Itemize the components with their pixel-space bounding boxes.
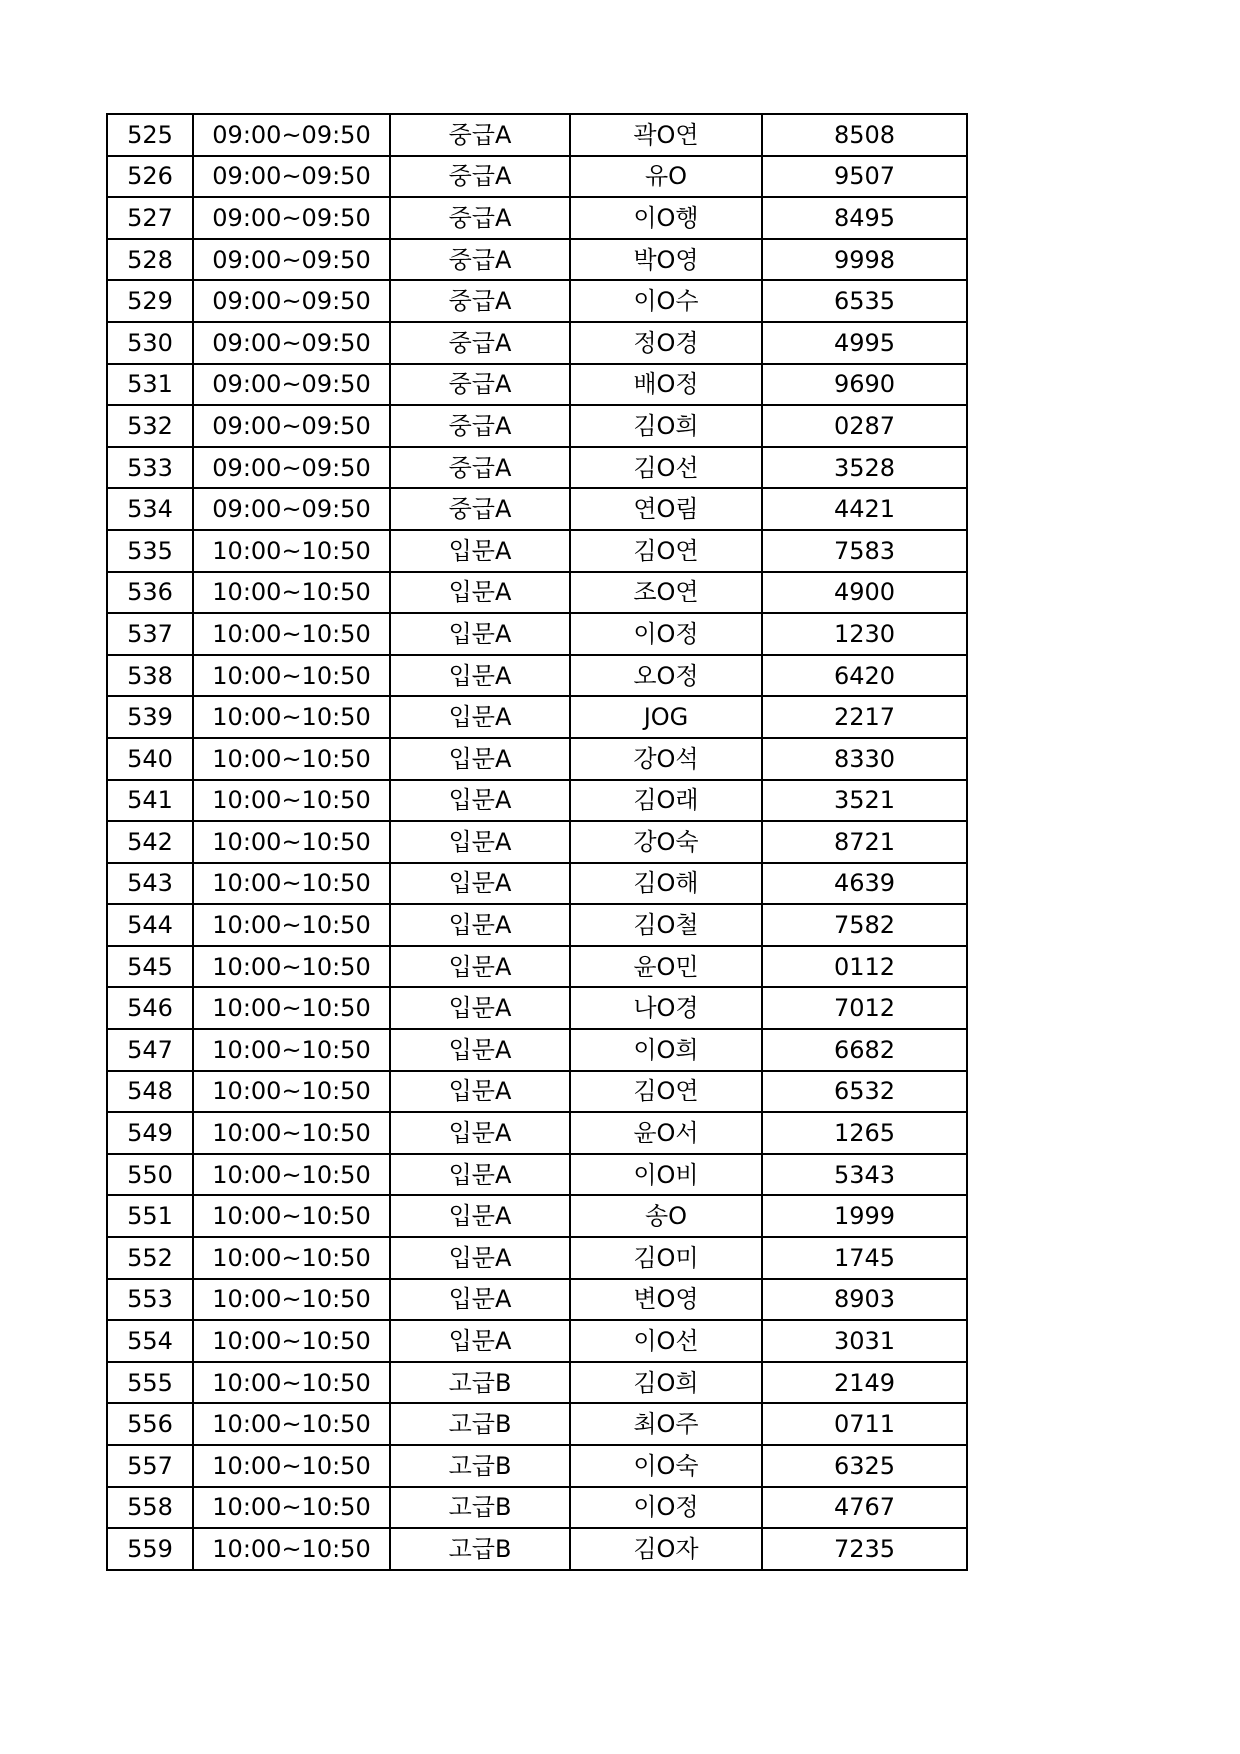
table-row [107, 156, 967, 198]
class-level-cell: 중급A [390, 156, 570, 198]
id-code-cell: 7583 [762, 530, 967, 572]
id-code-cell: 4767 [762, 1487, 967, 1529]
id-code-cell: 8495 [762, 197, 967, 239]
row-number-cell: 534 [107, 488, 193, 530]
row-number-cell: 539 [107, 696, 193, 738]
table-row [107, 1071, 967, 1113]
participant-name-cell: 이O행 [570, 197, 762, 239]
participant-name-cell: 연O림 [570, 488, 762, 530]
participant-name-cell: 김O자 [570, 1528, 762, 1570]
time-slot-cell: 10:00~10:50 [193, 613, 390, 655]
time-slot-cell: 09:00~09:50 [193, 197, 390, 239]
class-level-cell: 고급B [390, 1487, 570, 1529]
class-level-cell: 입문A [390, 572, 570, 614]
row-number-cell: 529 [107, 280, 193, 322]
participant-name-cell: 나O경 [570, 987, 762, 1029]
time-slot-cell: 10:00~10:50 [193, 904, 390, 946]
class-level-cell: 입문A [390, 738, 570, 780]
time-slot-cell: 10:00~10:50 [193, 572, 390, 614]
class-level-cell: 입문A [390, 1195, 570, 1237]
class-level-cell: 입문A [390, 987, 570, 1029]
row-number-cell: 549 [107, 1112, 193, 1154]
row-number-cell: 532 [107, 405, 193, 447]
class-level-cell: 입문A [390, 1320, 570, 1362]
roster-table [106, 113, 968, 1571]
table-row [107, 1362, 967, 1404]
table-row [107, 405, 967, 447]
time-slot-cell: 09:00~09:50 [193, 156, 390, 198]
id-code-cell: 8721 [762, 821, 967, 863]
id-code-cell: 8508 [762, 114, 967, 156]
row-number-cell: 552 [107, 1237, 193, 1279]
time-slot-cell: 09:00~09:50 [193, 239, 390, 281]
time-slot-cell: 09:00~09:50 [193, 364, 390, 406]
time-slot-cell: 10:00~10:50 [193, 696, 390, 738]
id-code-cell: 2149 [762, 1362, 967, 1404]
participant-name-cell: 곽O연 [570, 114, 762, 156]
time-slot-cell: 10:00~10:50 [193, 1403, 390, 1445]
class-level-cell: 입문A [390, 1029, 570, 1071]
row-number-cell: 556 [107, 1403, 193, 1445]
table-row [107, 1528, 967, 1570]
participant-name-cell: 이O비 [570, 1154, 762, 1196]
participant-name-cell: 이O선 [570, 1320, 762, 1362]
row-number-cell: 554 [107, 1320, 193, 1362]
participant-name-cell: 정O경 [570, 322, 762, 364]
table-row [107, 364, 967, 406]
id-code-cell: 4900 [762, 572, 967, 614]
row-number-cell: 547 [107, 1029, 193, 1071]
participant-name-cell: 윤O민 [570, 946, 762, 988]
class-level-cell: 입문A [390, 1154, 570, 1196]
id-code-cell: 2217 [762, 696, 967, 738]
table-row [107, 197, 967, 239]
time-slot-cell: 10:00~10:50 [193, 738, 390, 780]
time-slot-cell: 10:00~10:50 [193, 821, 390, 863]
row-number-cell: 533 [107, 447, 193, 489]
table-row [107, 738, 967, 780]
row-number-cell: 525 [107, 114, 193, 156]
table-row [107, 1112, 967, 1154]
participant-name-cell: 김O래 [570, 780, 762, 822]
class-level-cell: 입문A [390, 613, 570, 655]
row-number-cell: 544 [107, 904, 193, 946]
table-row [107, 1445, 967, 1487]
row-number-cell: 558 [107, 1487, 193, 1529]
row-number-cell: 538 [107, 655, 193, 697]
id-code-cell: 6535 [762, 280, 967, 322]
row-number-cell: 536 [107, 572, 193, 614]
time-slot-cell: 10:00~10:50 [193, 946, 390, 988]
participant-name-cell: 김O해 [570, 863, 762, 905]
participant-name-cell: 오O정 [570, 655, 762, 697]
id-code-cell: 6532 [762, 1071, 967, 1113]
id-code-cell: 3031 [762, 1320, 967, 1362]
class-level-cell: 입문A [390, 1279, 570, 1321]
id-code-cell: 9998 [762, 239, 967, 281]
time-slot-cell: 09:00~09:50 [193, 280, 390, 322]
time-slot-cell: 10:00~10:50 [193, 1320, 390, 1362]
class-level-cell: 중급A [390, 239, 570, 281]
row-number-cell: 530 [107, 322, 193, 364]
id-code-cell: 0287 [762, 405, 967, 447]
id-code-cell: 6325 [762, 1445, 967, 1487]
class-level-cell: 입문A [390, 946, 570, 988]
id-code-cell: 9507 [762, 156, 967, 198]
id-code-cell: 8903 [762, 1279, 967, 1321]
class-level-cell: 중급A [390, 364, 570, 406]
class-level-cell: 중급A [390, 488, 570, 530]
time-slot-cell: 10:00~10:50 [193, 1029, 390, 1071]
participant-name-cell: 김O희 [570, 405, 762, 447]
time-slot-cell: 10:00~10:50 [193, 1071, 390, 1113]
time-slot-cell: 10:00~10:50 [193, 530, 390, 572]
time-slot-cell: 09:00~09:50 [193, 114, 390, 156]
id-code-cell: 1999 [762, 1195, 967, 1237]
participant-name-cell: 김O미 [570, 1237, 762, 1279]
table-row [107, 239, 967, 281]
id-code-cell: 4995 [762, 322, 967, 364]
class-level-cell: 중급A [390, 447, 570, 489]
class-level-cell: 고급B [390, 1528, 570, 1570]
row-number-cell: 526 [107, 156, 193, 198]
class-level-cell: 입문A [390, 863, 570, 905]
class-level-cell: 입문A [390, 904, 570, 946]
participant-name-cell: 유O [570, 156, 762, 198]
table-row [107, 946, 967, 988]
time-slot-cell: 09:00~09:50 [193, 488, 390, 530]
time-slot-cell: 10:00~10:50 [193, 1237, 390, 1279]
time-slot-cell: 10:00~10:50 [193, 1112, 390, 1154]
time-slot-cell: 09:00~09:50 [193, 322, 390, 364]
row-number-cell: 550 [107, 1154, 193, 1196]
class-level-cell: 입문A [390, 1071, 570, 1113]
id-code-cell: 1230 [762, 613, 967, 655]
time-slot-cell: 10:00~10:50 [193, 863, 390, 905]
table-row [107, 987, 967, 1029]
participant-name-cell: 이O희 [570, 1029, 762, 1071]
row-number-cell: 527 [107, 197, 193, 239]
time-slot-cell: 10:00~10:50 [193, 1195, 390, 1237]
id-code-cell: 1745 [762, 1237, 967, 1279]
class-level-cell: 중급A [390, 280, 570, 322]
participant-name-cell: 이O정 [570, 613, 762, 655]
row-number-cell: 553 [107, 1279, 193, 1321]
participant-name-cell: 김O희 [570, 1362, 762, 1404]
id-code-cell: 4639 [762, 863, 967, 905]
row-number-cell: 535 [107, 530, 193, 572]
id-code-cell: 0112 [762, 946, 967, 988]
class-level-cell: 입문A [390, 696, 570, 738]
time-slot-cell: 09:00~09:50 [193, 405, 390, 447]
participant-name-cell: 조O연 [570, 572, 762, 614]
participant-name-cell: 강O석 [570, 738, 762, 780]
table-row [107, 1195, 967, 1237]
participant-name-cell: 이O정 [570, 1487, 762, 1529]
table-row [107, 863, 967, 905]
time-slot-cell: 10:00~10:50 [193, 1279, 390, 1321]
participant-name-cell: 박O영 [570, 239, 762, 281]
id-code-cell: 7582 [762, 904, 967, 946]
table-row [107, 1487, 967, 1529]
id-code-cell: 8330 [762, 738, 967, 780]
class-level-cell: 입문A [390, 780, 570, 822]
time-slot-cell: 10:00~10:50 [193, 1487, 390, 1529]
participant-name-cell: 윤O서 [570, 1112, 762, 1154]
table-row [107, 696, 967, 738]
table-row [107, 488, 967, 530]
id-code-cell: 5343 [762, 1154, 967, 1196]
id-code-cell: 3521 [762, 780, 967, 822]
id-code-cell: 6420 [762, 655, 967, 697]
table-row [107, 447, 967, 489]
participant-name-cell: 강O숙 [570, 821, 762, 863]
row-number-cell: 540 [107, 738, 193, 780]
class-level-cell: 입문A [390, 1112, 570, 1154]
class-level-cell: 입문A [390, 1237, 570, 1279]
class-level-cell: 중급A [390, 405, 570, 447]
class-level-cell: 중급A [390, 114, 570, 156]
id-code-cell: 4421 [762, 488, 967, 530]
participant-name-cell: 김O연 [570, 1071, 762, 1113]
participant-name-cell: 최O주 [570, 1403, 762, 1445]
table-row [107, 114, 967, 156]
row-number-cell: 559 [107, 1528, 193, 1570]
row-number-cell: 542 [107, 821, 193, 863]
roster-sheet [106, 113, 968, 1571]
id-code-cell: 7012 [762, 987, 967, 1029]
row-number-cell: 551 [107, 1195, 193, 1237]
table-row [107, 655, 967, 697]
table-row [107, 1154, 967, 1196]
participant-name-cell: 이O숙 [570, 1445, 762, 1487]
table-row [107, 821, 967, 863]
row-number-cell: 546 [107, 987, 193, 1029]
table-row [107, 1403, 967, 1445]
row-number-cell: 537 [107, 613, 193, 655]
table-row [107, 780, 967, 822]
table-row [107, 1279, 967, 1321]
class-level-cell: 중급A [390, 322, 570, 364]
row-number-cell: 555 [107, 1362, 193, 1404]
class-level-cell: 입문A [390, 655, 570, 697]
participant-name-cell: 배O정 [570, 364, 762, 406]
id-code-cell: 9690 [762, 364, 967, 406]
table-row [107, 572, 967, 614]
row-number-cell: 543 [107, 863, 193, 905]
row-number-cell: 531 [107, 364, 193, 406]
table-row [107, 1029, 967, 1071]
table-row [107, 1320, 967, 1362]
time-slot-cell: 09:00~09:50 [193, 447, 390, 489]
time-slot-cell: 10:00~10:50 [193, 655, 390, 697]
time-slot-cell: 10:00~10:50 [193, 987, 390, 1029]
id-code-cell: 6682 [762, 1029, 967, 1071]
time-slot-cell: 10:00~10:50 [193, 1528, 390, 1570]
class-level-cell: 고급B [390, 1403, 570, 1445]
table-row [107, 613, 967, 655]
participant-name-cell: 김O선 [570, 447, 762, 489]
table-row [107, 322, 967, 364]
time-slot-cell: 10:00~10:50 [193, 1154, 390, 1196]
class-level-cell: 고급B [390, 1362, 570, 1404]
time-slot-cell: 10:00~10:50 [193, 780, 390, 822]
participant-name-cell: 송O [570, 1195, 762, 1237]
participant-name-cell: 이O수 [570, 280, 762, 322]
roster-table-body [107, 114, 967, 1570]
class-level-cell: 고급B [390, 1445, 570, 1487]
class-level-cell: 입문A [390, 530, 570, 572]
row-number-cell: 528 [107, 239, 193, 281]
row-number-cell: 557 [107, 1445, 193, 1487]
time-slot-cell: 10:00~10:50 [193, 1362, 390, 1404]
participant-name-cell: 변O영 [570, 1279, 762, 1321]
row-number-cell: 545 [107, 946, 193, 988]
participant-name-cell: 김O철 [570, 904, 762, 946]
row-number-cell: 548 [107, 1071, 193, 1113]
class-level-cell: 입문A [390, 821, 570, 863]
table-row [107, 1237, 967, 1279]
id-code-cell: 0711 [762, 1403, 967, 1445]
id-code-cell: 1265 [762, 1112, 967, 1154]
time-slot-cell: 10:00~10:50 [193, 1445, 390, 1487]
table-row [107, 530, 967, 572]
table-row [107, 904, 967, 946]
class-level-cell: 중급A [390, 197, 570, 239]
participant-name-cell: JOG [570, 696, 762, 738]
id-code-cell: 7235 [762, 1528, 967, 1570]
participant-name-cell: 김O연 [570, 530, 762, 572]
id-code-cell: 3528 [762, 447, 967, 489]
row-number-cell: 541 [107, 780, 193, 822]
table-row [107, 280, 967, 322]
